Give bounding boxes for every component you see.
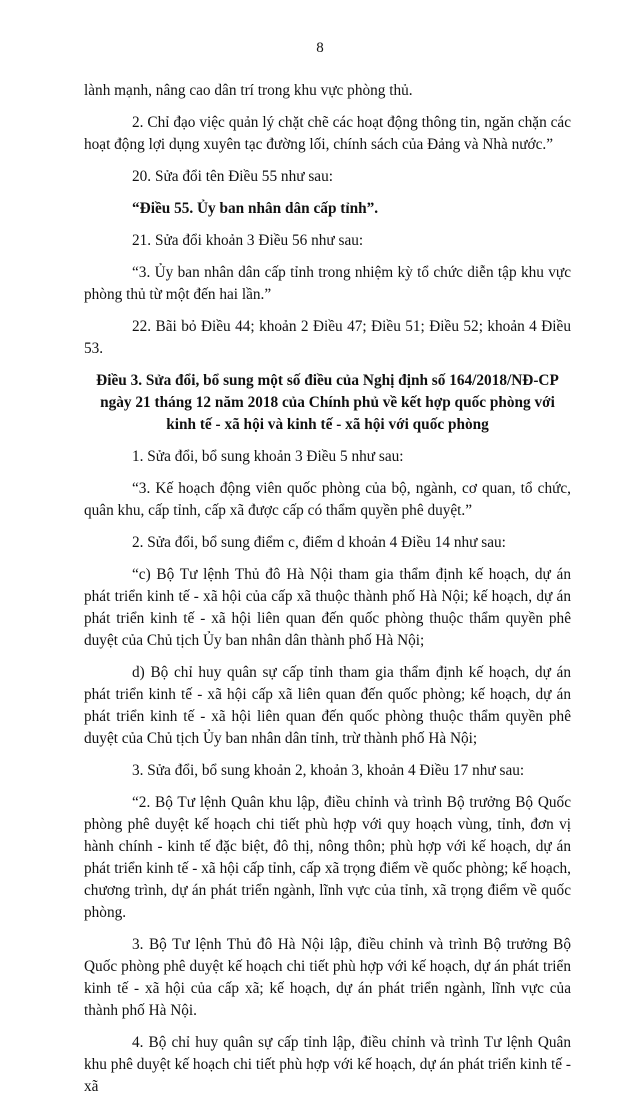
paragraph-clause-2: 2. Chỉ đạo việc quản lý chặt chẽ các hoạt động thông tin, ngăn chặn các hoạt động lợi dụng xuyên tạc đường lối, chính sách của Đảng và Nhà nước.” — [84, 114, 571, 153]
paragraph-clause-3-article-17: 3. Bộ Tư lệnh Thủ đô Hà Nội lập, điều chỉnh và trình Bộ trưởng Bộ Quốc phòng phê duyệt kế hoạch chi tiết phù hợp với kế hoạch, dự án phát triển kinh tế - xã hội của cấp xã; kế hoạch, dự án phát triển ngành, lĩnh vực của thành phố Hà Nội. — [84, 936, 571, 1019]
paragraph-continuation: lành mạnh, nâng cao dân trí trong khu vực phòng thủ. — [84, 82, 413, 99]
document-body — [84, 80, 571, 1104]
paragraph-art3-item-2: 2. Sửa đổi, bổ sung điểm c, điểm d khoản 4 Điều 14 như sau: — [132, 534, 506, 551]
article-3-heading: Điều 3. Sửa đổi, bổ sung một số điều của Nghị định số 164/2018/NĐ-CP ngày 21 tháng 12 năm 2018 của Chính phủ về kết hợp quốc phòng với kinh tế - xã hội và kinh tế - xã hội với quốc phòng — [96, 372, 559, 433]
paragraph-item-21: 21. Sửa đổi khoản 3 Điều 56 như sau: — [132, 232, 364, 249]
paragraph-clause-4-article-17: 4. Bộ chỉ huy quân sự cấp tỉnh lập, điều chỉnh và trình Tư lệnh Quân khu phê duyệt kế hoạch chi tiết phù hợp với kế hoạch, dự án phát triển kinh tế - xã — [84, 1034, 571, 1095]
paragraph-art3-item-3: 3. Sửa đổi, bổ sung khoản 2, khoản 3, khoản 4 Điều 17 như sau: — [132, 762, 525, 779]
paragraph-article-55-title: “Điều 55. Ủy ban nhân dân cấp tỉnh”. — [132, 200, 379, 217]
paragraph-clause-2-article-17: “2. Bộ Tư lệnh Quân khu lập, điều chỉnh và trình Bộ trưởng Bộ Quốc phòng phê duyệt kế hoạch chi tiết phù hợp với quy hoạch vùng, tỉnh, đơn vị hành chính - kinh tế đặc biệt, đô thị, nông thôn; phù hợp với kế hoạch, dự án phát triển kinh tế - xã hội cấp tỉnh, cấp xã trọng điểm về quốc phòng; kế hoạch, chương trình, dự án phát triển ngành, lĩnh vực của tỉnh, xã trọng điểm về quốc phòng. — [84, 794, 571, 921]
paragraph-point-d: d) Bộ chỉ huy quân sự cấp tỉnh tham gia thẩm định kế hoạch, dự án phát triển kinh tế - xã hội cấp xã liên quan đến quốc phòng; kế hoạch, dự án phát triển kinh tế - xã hội liên quan đến quốc phòng thuộc thẩm quyền phê duyệt của Chủ tịch Ủy ban nhân dân tỉnh, trừ thành phố Hà Nội; — [84, 664, 571, 747]
paragraph-point-c: “c) Bộ Tư lệnh Thủ đô Hà Nội tham gia thẩm định kế hoạch, dự án phát triển kinh tế - xã hội của cấp xã thuộc thành phố Hà Nội; kế hoạch, dự án phát triển kinh tế - xã hội liên quan đến quốc phòng thuộc thẩm quyền phê duyệt của Chủ tịch Ủy ban nhân dân thành phố Hà Nội; — [84, 566, 571, 649]
paragraph-art3-clause-3: “3. Kế hoạch động viên quốc phòng của bộ, ngành, cơ quan, tổ chức, quân khu, cấp tỉnh, cấp xã được cấp có thẩm quyền phê duyệt.” — [84, 480, 571, 519]
paragraph-item-22: 22. Bãi bỏ Điều 44; khoản 2 Điều 47; Điều 51; Điều 52; khoản 4 Điều 53. — [84, 318, 571, 357]
paragraph-art3-item-1: 1. Sửa đổi, bổ sung khoản 3 Điều 5 như sau: — [132, 448, 404, 465]
page-number: 8 — [316, 40, 324, 56]
paragraph-clause-3-article-56: “3. Ủy ban nhân dân cấp tỉnh trong nhiệm kỳ tổ chức diễn tập khu vực phòng thủ từ một đến hai lần.” — [84, 264, 571, 303]
paragraph-item-20: 20. Sửa đổi tên Điều 55 như sau: — [132, 168, 333, 185]
